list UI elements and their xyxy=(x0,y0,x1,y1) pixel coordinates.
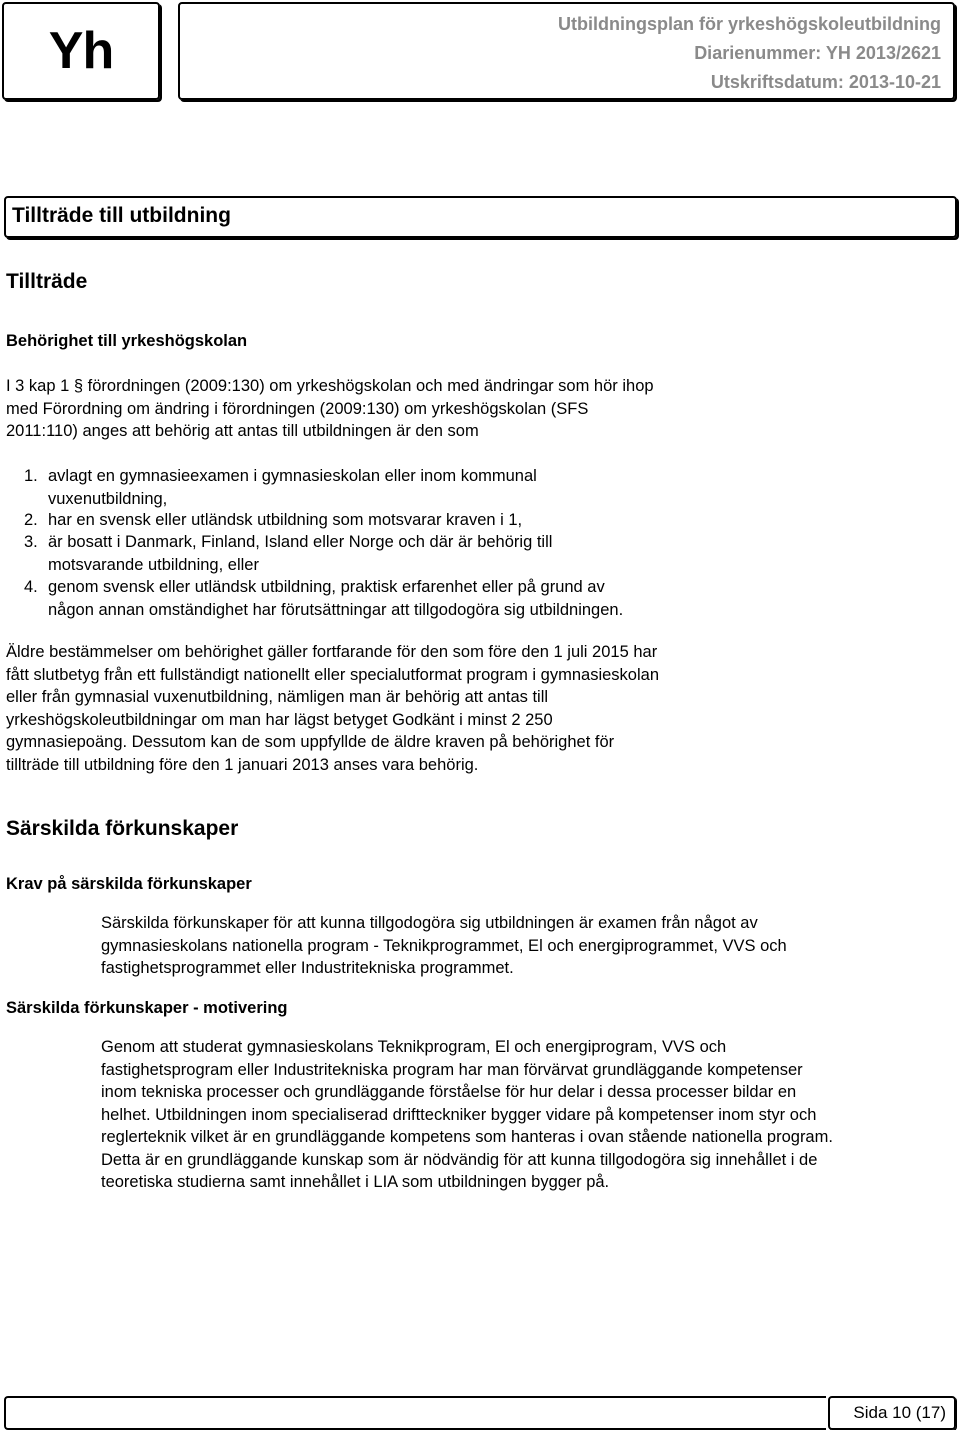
text-line: eller från gymnasial vuxenutbildning, nämligen man är behörig att antas till xyxy=(6,688,549,706)
section-title: Tillträde till utbildning xyxy=(12,204,231,227)
list-item xyxy=(24,576,623,621)
text-line: reglerteknik vilket är en grundläggande kompetens som hanteras i ovan stående nationella program. xyxy=(101,1128,833,1146)
older-rules-paragraph xyxy=(6,641,659,776)
section-title-bar xyxy=(4,196,957,238)
list-item xyxy=(24,509,522,532)
text-line: vuxenutbildning, xyxy=(48,489,168,508)
text-line: fått slutbetyg från ett fullständigt nationellt eller specialutformat program i gymnasieskolan xyxy=(6,665,659,684)
text-line: är bosatt i Danmark, Finland, Island eller Norge och där är behörig till xyxy=(48,533,553,551)
motivering-heading: Särskilda förkunskaper - motivering xyxy=(6,999,288,1017)
intro-paragraph xyxy=(6,375,654,443)
text-line: Detta är en grundläggande kunskap som är nödvändig för att kunna tillgodogöra sig innehållet i de xyxy=(101,1150,818,1169)
list-number: 4. xyxy=(24,578,38,596)
behorighet-heading: Behörighet till yrkeshögskolan xyxy=(6,332,248,350)
list-item xyxy=(24,531,552,576)
document-header xyxy=(178,2,955,100)
text-line: teoretiska studierna samt innehållet i LIA som utbildningen bygger på. xyxy=(101,1173,610,1191)
text-line: har en svensk eller utländsk utbildning som motsvarar kraven i 1, xyxy=(48,511,523,529)
yh-logo xyxy=(2,2,160,100)
text-line: motsvarande utbildning, eller xyxy=(48,555,259,574)
page-number-box xyxy=(828,1396,956,1430)
logo-text: Yh xyxy=(48,22,114,80)
utskriftsdatum: Utskriftsdatum: 2013-10-21 xyxy=(710,72,941,92)
motivering-paragraph xyxy=(101,1036,833,1194)
footer-frame xyxy=(4,1396,826,1430)
text-line: tillträde till utbildning före den 1 januari 2013 anses vara behörig. xyxy=(6,755,479,774)
list-number: 1. xyxy=(24,467,38,485)
text-line: inom tekniska processer och grundläggande förståelse för hur delar i dessa processer bildar en xyxy=(101,1083,797,1101)
text-line: Särskilda förkunskaper för att kunna tillgodogöra sig utbildningen är examen från något av xyxy=(101,914,758,932)
text-line: med Förordning om ändring i förordningen (2009:130) om yrkeshögskolan (SFS xyxy=(6,399,589,418)
list-item xyxy=(24,465,537,510)
krav-paragraph xyxy=(101,912,787,980)
text-line: fastighetsprogram eller Industritekniska program har man förvärvat grundläggande kompetenser xyxy=(101,1060,803,1079)
text-line: avlagt en gymnasieexamen i gymnasieskolan eller inom kommunal xyxy=(48,467,537,485)
text-line: Genom att studerat gymnasieskolans Teknikprogram, El och energiprogram, VVS och xyxy=(101,1038,727,1056)
list-number: 2. xyxy=(24,511,38,529)
text-line: någon annan omständighet har förutsättningar att tillgodogöra sig utbildningen. xyxy=(48,600,624,619)
krav-heading: Krav på särskilda förkunskaper xyxy=(6,875,252,893)
text-line: genom svensk eller utländsk utbildning, praktisk erfarenhet eller på grund av xyxy=(48,578,605,596)
text-line: fastighetsprogrammet eller Industritekniska programmet. xyxy=(101,959,514,977)
text-line: I 3 kap 1 § förordningen (2009:130) om yrkeshögskolan och med ändringar som hör ihop xyxy=(6,377,654,395)
diarienummer: Diarienummer: YH 2013/2621 xyxy=(694,43,941,63)
document-title: Utbildningsplan för yrkeshögskoleutbildning xyxy=(557,14,941,34)
text-line: yrkeshögskoleutbildningar om man har lägst betyget Godkänt i minst 2 250 xyxy=(6,710,553,729)
text-line: gymnasieskolans nationella program - Teknikprogrammet, El och energiprogrammet, VVS och xyxy=(101,936,787,955)
text-line: helhet. Utbildningen inom specialiserad driftteckniker bygger vidare på kompetenser inom styr och xyxy=(101,1105,817,1124)
text-line: Äldre bestämmelser om behörighet gäller fortfarande för den som före den 1 juli 2015 har xyxy=(6,643,658,661)
tilltrade-heading: Tillträde xyxy=(6,270,88,293)
list-number: 3. xyxy=(24,533,38,551)
text-line: 2011:110) anges att behörig att antas till utbildningen är den som xyxy=(6,422,479,440)
sarskilda-heading: Särskilda förkunskaper xyxy=(6,817,239,840)
page-number: Sida 10 (17) xyxy=(853,1403,946,1422)
text-line: gymnasiepoäng. Dessutom kan de som uppfyllde de äldre kraven på behörighet för xyxy=(6,733,615,751)
